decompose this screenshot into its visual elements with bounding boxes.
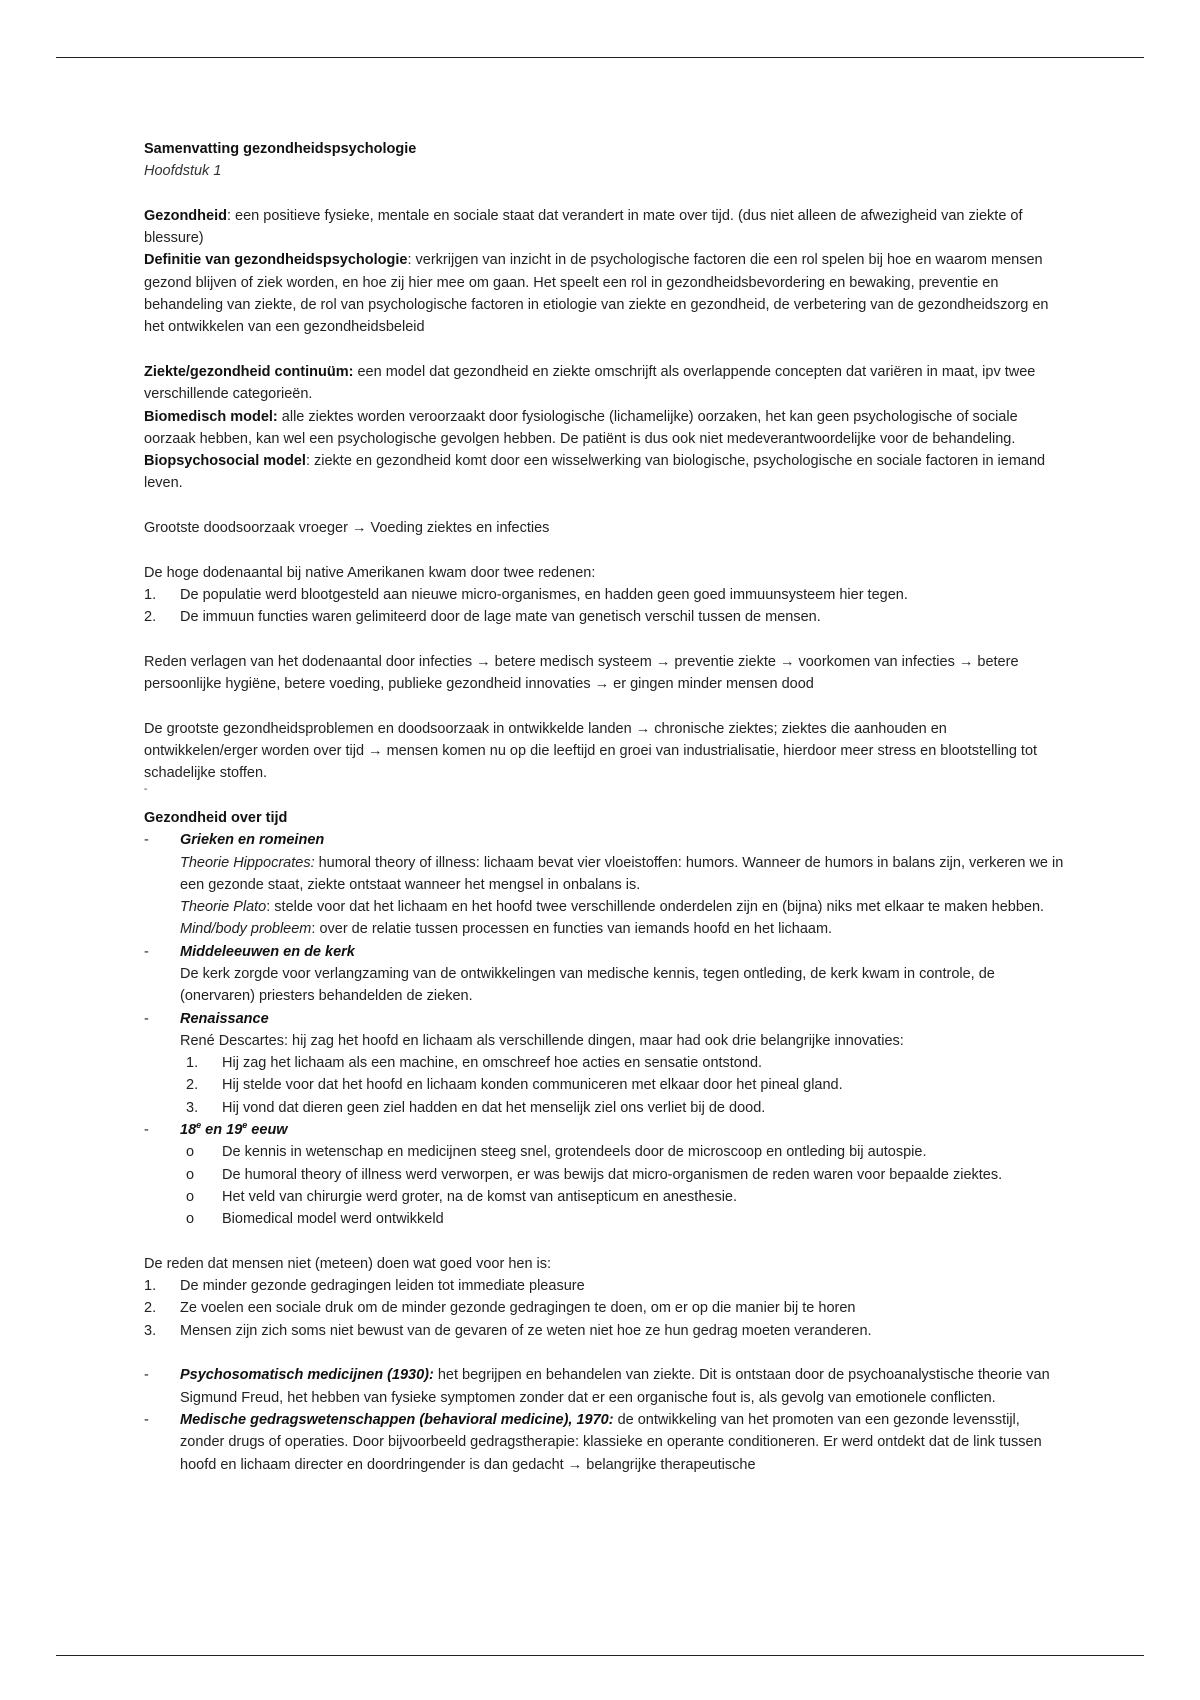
reason-intro: De reden dat mensen niet (meteen) doen wat goed voor hen is: — [144, 1255, 552, 1272]
history-greek: - Grieken en romeinen — [144, 832, 325, 849]
native-intro: De hoge dodenaantal bij native Amerikanen kwam door twee redenen: — [144, 564, 596, 581]
list-item: 1. De populatie werd blootgesteld aan nieuwe micro-organismes, en hadden geen goed immuunsysteem hier tegen. — [144, 586, 908, 603]
list-item: 1. Hij zag het lichaam als een machine, en omschreef hoe acties en sensatie ontstond. — [186, 1055, 763, 1072]
stray-mark: - — [144, 783, 148, 795]
list-item: 2. Ze voelen een sociale druk om de minder gezonde gedragingen te doen, om er op die manier bij te horen — [144, 1300, 856, 1317]
list-item: 2. De immuun functies waren gelimiteerd door de lage mate van genetisch verschil tussen de mensen. — [144, 609, 821, 626]
history-renaissance: - Renaissance — [144, 1010, 269, 1027]
list-item: 2. Hij stelde voor dat het hoofd en lichaam konden communiceren met elkaar door het pineal gland. — [186, 1077, 843, 1094]
list-item: 3. Hij vond dat dieren geen ziel hadden en dat het menselijk ziel ons verliet bij de dood. — [186, 1099, 766, 1116]
definition-continuum: Ziekte/gezondheid continuüm: een model dat gezondheid en ziekte omschrijft als overlappende concepten dat variëren in maat, ipv twee verschillende categorieën. — [144, 363, 1036, 403]
list-item: o Het veld van chirurgie werd groter, na de komst van antisepticum en anesthesie. — [186, 1188, 738, 1205]
list-item: 1. De minder gezonde gedragingen leiden tot immediate pleasure — [144, 1278, 585, 1295]
list-item: 3. Mensen zijn zich soms niet bewust van de gevaren of ze weten niet hoe ze hun gedrag moeten veranderen. — [144, 1322, 872, 1339]
history-heading: Gezondheid over tijd — [144, 809, 288, 826]
definition-biopsychosocial-model: Biopsychosocial model: ziekte en gezondheid komt door een wisselwerking van biologische, psychologische en sociale factoren in iemand leven. — [144, 453, 1046, 492]
definition-health-psychology: Definitie van gezondheidspsychologie: verkrijgen van inzicht in de psychologische factoren die een rol spelen bij hoe en waarom mensen gezond blijven of ziek worden, en hoe zij hier mee om gaan. Het speelt een rol in gezondheidsbevordering en bewaking, preventie en behandeling van ziekte, de rol van psychologische factoren in etiologie van ziekte en gezondheid, de verbetering van de gezondheidszorg en het ontwikkelen van een gezondheidsbeleid — [144, 252, 1049, 336]
chapter-label: Hoofdstuk 1 — [144, 163, 222, 180]
history-18th-19th-century: - 18e en 19e eeuw — [144, 1120, 288, 1139]
history-middle-ages: - Middeleeuwen en de kerk — [144, 943, 355, 960]
footer-rule — [56, 1655, 1144, 1656]
death-cause-line: Grootste doodsoorzaak vroeger → Voeding ziektes en infecties — [144, 520, 550, 537]
list-item: o De humoral theory of illness werd verworpen, er was bewijs dat micro-organismen de reden waren voor bepaalde ziektes. — [186, 1166, 1003, 1183]
behavioral-medicine-item: - Medische gedragswetenschappen (behavioral medicine), 1970: de ontwikkeling van het promoten van een gezonde levensstijl, zonder drugs of operaties. Door bijvoorbeeld gedragstherapie: klassieke en operante conditioneren. Er werd ontdekt dat de link tussen hoofd en lichaam directer en doordringender is dan gedacht → belangrijke therapeutische — [144, 1411, 1042, 1473]
renaissance-text: René Descartes: hij zag het hoofd en lichaam als verschillende dingen, maar had ook drie belangrijke innovaties: — [180, 1032, 904, 1049]
document-body — [144, 138, 1064, 1476]
plato-theory: Theorie Plato: stelde voor dat het lichaam en het hoofd twee verschillende onderdelen zijn en (bijna) niks met elkaar te maken hebben. Mind/body probleem: over de relatie tussen processen en functies van iemands hoofd en het lichaam. — [180, 899, 1045, 938]
header-rule — [56, 57, 1144, 58]
definition-health: Gezondheid: een positieve fysieke, mentale en sociale staat dat verandert in mate over tijd. (dus niet alleen de afwezigheid van ziekte of blessure) — [144, 207, 1023, 247]
psychosomatic-item: - Psychosomatisch medicijnen (1930): het begrijpen en behandelen van ziekte. Dit is ontstaan door de psychoanalystische theorie van Sigmund Freud, het hebben van fysieke symptomen zonder dat er een organische fout is, als gevolg van emotionele conflicten. — [144, 1367, 1050, 1406]
list-item: o De kennis in wetenschap en medicijnen steeg snel, grotendeels door de microscoop en ontleding bij autospie. — [186, 1144, 927, 1161]
chronic-paragraph: De grootste gezondheidsproblemen en doodsoorzaak in ontwikkelde landen → chronische ziektes; ziektes die aanhouden en ontwikkelen/erger worden over tijd → mensen komen nu op die leeftijd en groei van industrialisatie, hierdoor meer stress en blootstelling tot schadelijke stoffen. — [144, 720, 1038, 782]
list-item: o Biomedical model werd ontwikkeld — [186, 1211, 444, 1228]
middle-ages-text: De kerk zorgde voor verlangzaming van de ontwikkelingen van medische kennis, tegen ontleding, de kerk kwam in controle, de (onervaren) priesters behandelden de zieken. — [180, 965, 995, 1005]
document-title: Samenvatting gezondheidspsychologie — [144, 141, 417, 157]
infections-paragraph: Reden verlagen van het dodenaantal door infecties → betere medisch systeem → preventie ziekte → voorkomen van infecties → betere persoonlijke hygiëne, betere voeding, publieke gezondheid innovaties → er gingen minder mensen dood — [144, 653, 1019, 693]
definition-biomedical-model: Biomedisch model: alle ziektes worden veroorzaakt door fysiologische (lichamelijke) oorzaken, het kan geen psychologische of sociale oorzaak hebben, kan wel een psychologische gevolgen hebben. De patiënt is dus ook niet medeverantwoordelijke voor de behandeling. — [144, 408, 1018, 447]
hippocrates-theory: Theorie Hippocrates: humoral theory of illness: lichaam bevat vier vloeistoffen: humors. Wanneer de humors in balans zijn, verkeren we in een gezonde staat, ziekte ontstaat wanneer het mengsel in onbalans is. — [180, 854, 1064, 893]
